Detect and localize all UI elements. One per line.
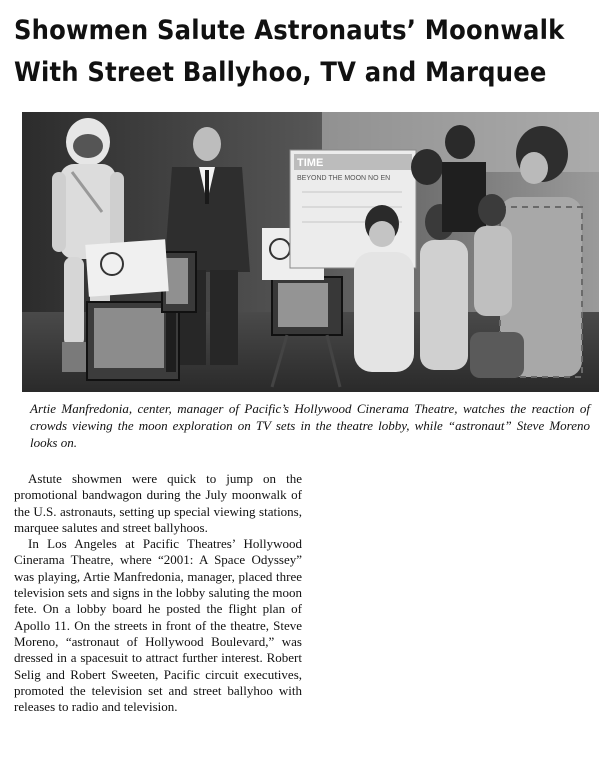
lobby-photo-illustration bbox=[22, 112, 599, 392]
article-paragraph-2: In Los Angeles at Pacific Theatres’ Hollywood Cinerama Theatre, where “2001: A Space Odyssey” was playing, Artie Manfredonia, manager, placed three television sets and signs in the lobby saluting the moon fete. On a lobby board he posted the flight plan of Apollo 11. On the streets in front of the theatre, Steve Moreno, “astronaut of Hollywood Boulevard,” was dressed in a spacesuit to attract further interest. Robert Selig and Robert Sweeten, Pacific circuit executives, promoted the television set and street ballyhoo with releases to radio and television. bbox=[14, 536, 302, 715]
board-subtitle: BEYOND THE MOON NO EN bbox=[297, 175, 391, 182]
article-paragraph-1: Astute showmen were quick to jump on the promotional bandwagon during the July moonwalk of the U.S. astronauts, setting up special viewing stations, marquee salutes and street ballyhoos. bbox=[14, 471, 302, 535]
television-set-1 bbox=[87, 302, 179, 380]
photo-caption: Artie Manfredonia, center, manager of Pacific’s Hollywood Cinerama Theatre, watches the reaction of crowds viewing the moon exploration on TV sets in the theatre lobby, while “astronaut” Steve Moreno looks on. bbox=[30, 401, 590, 450]
headline-line-2: With Street Ballyhoo, TV and Marquee bbox=[14, 57, 547, 88]
lobby-sign-left bbox=[85, 239, 168, 296]
lobby-photo bbox=[22, 112, 599, 392]
article-body bbox=[14, 471, 302, 715]
headline-line-1: Showmen Salute Astronauts’ Moonwalk bbox=[14, 15, 565, 46]
board-title: TIME bbox=[297, 157, 324, 169]
lobby-board bbox=[290, 150, 416, 268]
headline bbox=[14, 10, 565, 94]
